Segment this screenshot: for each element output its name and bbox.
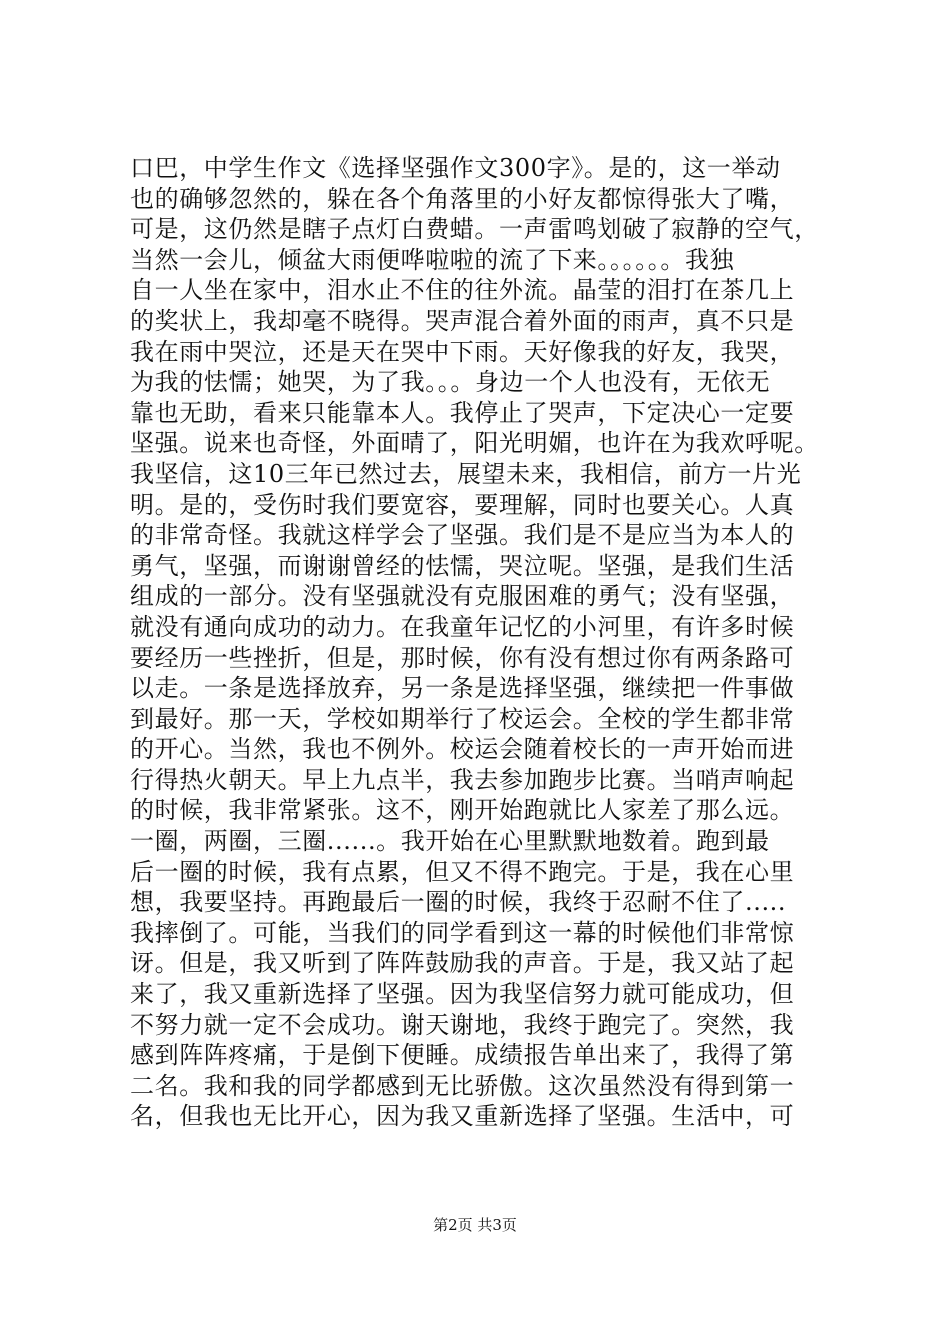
text-line: 当然一会儿，倾盆大雨便哗啦啦的流了下来。。。。。。我独: [130, 245, 735, 274]
text-line: 勇气，坚强，而谢谢曾经的怯懦，哭泣呢。坚强，是我们生活: [130, 551, 795, 580]
text-line: 以走。一条是选择放弃，另一条是选择坚强，继续把一件事做: [130, 674, 795, 703]
text-line: 也的确够忽然的，躲在各个角落里的小好友都惊得张大了嘴，: [130, 184, 795, 213]
text-line: 不努力就一定不会成功。谢天谢地，我终于跑完了。突然，我: [130, 1010, 795, 1039]
text-line: 就没有通向成功的动力。在我童年记忆的小河里，有许多时候: [130, 612, 795, 641]
text-line: 口巴，中学生作文《选择坚强作文300字》。是的，这一举动: [130, 154, 781, 182]
text-line: 行得热火朝天。早上九点半，我去参加跑步比赛。当哨声响起: [130, 765, 795, 794]
text-line: 来了，我又重新选择了坚强。因为我坚信努力就可能成功，但: [130, 980, 795, 1009]
text-line: 自一人坐在家中，泪水止不住的往外流。晶莹的泪打在茶几上: [130, 276, 795, 305]
text-line: 二名。我和我的同学都感到无比骄傲。这次虽然没有得到第一: [130, 1071, 795, 1100]
text-line: 我摔倒了。可能，当我们的同学看到这一幕的时候他们非常惊: [130, 918, 795, 947]
text-line: 感到阵阵疼痛，于是倒下便睡。成绩报告单出来了，我得了第: [130, 1041, 795, 1070]
text-line: 可是，这仍然是瞎子点灯白费蜡。一声雷鸣划破了寂静的空气，: [130, 215, 819, 244]
text-line: 讶。但是，我又听到了阵阵鼓励我的声音。于是，我又站了起: [130, 949, 795, 978]
text-line: 靠也无助，看来只能靠本人。我停止了哭声，下定决心一定要: [130, 398, 795, 427]
text-line: 要经历一些挫折，但是，那时候，你有没有想过你有两条路可: [130, 643, 795, 672]
text-line: 一圈，两圈，三圈......。我开始在心里默默地数着。跑到最: [130, 827, 770, 856]
text-line: 明。是的，受伤时我们要宽容，要理解，同时也要关心。人真: [130, 490, 795, 519]
page-number-footer: 第2页 共3页: [433, 1216, 517, 1234]
text-line: 我坚信，这10三年已然过去，展望未来，我相信，前方一片光: [130, 459, 802, 488]
body-text: [130, 153, 830, 1132]
text-line: 坚强。说来也奇怪，外面晴了，阳光明媚，也许在为我欢呼呢。: [130, 429, 819, 458]
text-line: 的开心。当然，我也不例外。校运会随着校长的一声开始而进: [130, 735, 795, 764]
text-line: 的时候，我非常紧张。这不，刚开始跑就比人家差了那么远。: [130, 796, 795, 825]
text-line: 为我的怯懦；她哭，为了我。。。身边一个人也没有，无依无: [130, 368, 771, 397]
text-line: 名，但我也无比开心，因为我又重新选择了坚强。生活中，可: [130, 1102, 795, 1131]
text-line: 想，我要坚持。再跑最后一圈的时候，我终于忍耐不住了.....: [130, 888, 787, 917]
text-line: 到最好。那一天，学校如期举行了校运会。全校的学生都非常: [130, 704, 795, 733]
text-line: 我在雨中哭泣，还是天在哭中下雨。天好像我的好友，我哭，: [130, 337, 795, 366]
text-line: 组成的一部分。没有坚强就没有克服困难的勇气；没有坚强，: [130, 582, 795, 611]
text-line: 后一圈的时候，我有点累，但又不得不跑完。于是，我在心里: [130, 857, 795, 886]
text-line: 的非常奇怪。我就这样学会了坚强。我们是不是应当为本人的: [130, 521, 795, 550]
text-line: 的奖状上，我却毫不晓得。哭声混合着外面的雨声，真不只是: [130, 306, 795, 335]
